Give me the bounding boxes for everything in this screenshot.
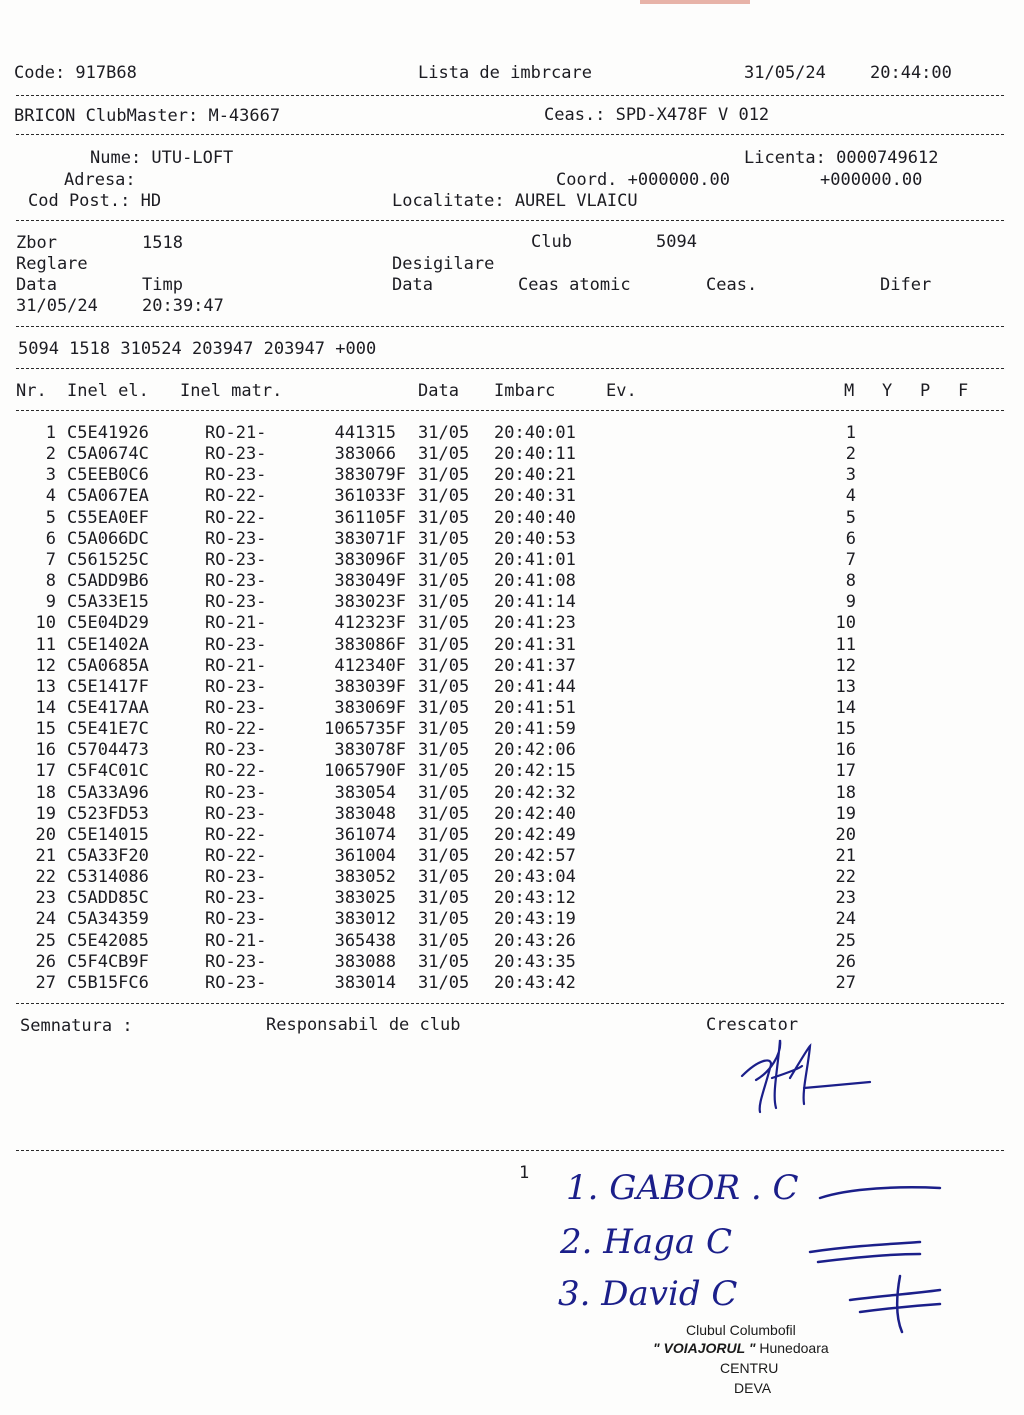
row-ring-number: 383023F [334,592,406,613]
row-ring-prefix: RO-23- [205,444,267,465]
row-date: 31/05 [418,824,470,845]
table-row [0,719,1024,740]
scan-edge-mark [640,0,750,4]
handwritten-name-3: 3. David C [558,1274,738,1314]
row-arrival-time: 20:41:44 [494,676,576,697]
row-date: 31/05 [418,761,470,782]
row-position: 21 [835,846,856,866]
license-number: Licenta: 0000749612 [744,148,939,168]
flight-summary: 5094 1518 310524 203947 203947 +000 [18,339,377,359]
flight-number: 1518 [142,233,183,253]
row-ring-number: 383079F [334,465,406,486]
unseal-label: Desigilare [392,254,495,274]
row-electronic-ring: C5ADD9B6 [67,571,149,592]
stamp-line-3: CENTRU [720,1360,779,1376]
divider [16,95,1004,96]
club-number: 5094 [656,232,697,252]
col-f: F [958,381,969,401]
row-arrival-time: 20:43:26 [494,930,576,951]
row-position: 12 [835,655,856,676]
row-position: 1 [845,423,856,443]
difference-label: Difer [880,275,932,295]
row-electronic-ring: C5314086 [67,867,149,888]
table-row [0,550,1024,571]
row-ring-prefix: RO-22- [205,761,267,782]
row-ring-prefix: RO-23- [205,803,267,824]
setting-date: 31/05/24 [16,296,98,316]
row-electronic-ring: C5F4C01C [67,761,149,782]
row-ring-number: 383048 [334,803,396,824]
table-row [0,529,1024,550]
table-row [0,867,1024,888]
stamp-line-2 [653,1340,829,1356]
atomic-clock-label: Ceas atomic [518,275,631,295]
row-ring-prefix: RO-23- [205,676,267,697]
row-arrival-time: 20:40:53 [494,528,576,549]
row-ring-prefix: RO-22- [205,846,267,866]
table-row [0,571,1024,592]
row-number: 25 [35,930,56,951]
row-number: 16 [35,740,56,761]
row-number: 15 [35,719,56,740]
row-ring-number: 383066 [334,444,396,465]
row-arrival-time: 20:43:42 [494,972,576,993]
table-row [0,888,1024,909]
stamp-line-1: Clubul Columbofil [686,1322,796,1338]
club-label: Club [531,232,572,252]
row-ring-prefix: RO-23- [205,528,267,549]
row-electronic-ring: C5B15FC6 [67,972,149,993]
row-position: 5 [845,507,856,528]
row-electronic-ring: C55EA0EF [67,507,149,528]
row-date: 31/05 [418,888,470,909]
row-ring-number: 361074 [334,824,396,845]
row-ring-number: 441315 [334,423,396,443]
row-ring-number: 383086F [334,634,406,655]
row-ring-number: 361033F [334,486,406,507]
row-arrival-time: 20:41:23 [494,613,576,634]
divider [16,134,1004,135]
row-arrival-time: 20:40:40 [494,507,576,528]
row-date: 31/05 [418,528,470,549]
row-electronic-ring: C5E417AA [67,697,149,718]
flight-label: Zbor [16,233,57,253]
row-arrival-time: 20:40:01 [494,423,576,443]
breeder-label: Crescator [706,1015,799,1035]
stamp-club-name: " VOIAJORUL " [653,1340,756,1356]
row-ring-prefix: RO-22- [205,824,267,845]
row-electronic-ring: C5EEB0C6 [67,465,149,486]
row-arrival-time: 20:40:31 [494,486,576,507]
row-position: 27 [835,972,856,993]
col-p: P [920,381,931,401]
owner-name: Nume: UTU-LOFT [90,148,234,168]
row-date: 31/05 [418,423,470,443]
row-ring-number: 412340F [334,655,406,676]
table-row [0,444,1024,465]
row-number: 22 [35,867,56,888]
club-responsible-label: Responsabil de club [266,1015,461,1035]
row-arrival-time: 20:41:59 [494,719,576,740]
row-position: 9 [845,592,856,613]
table-row [0,846,1024,867]
row-number: 27 [35,972,56,993]
clock-id: Ceas.: SPD-X478F V 012 [544,105,770,125]
row-number: 6 [45,528,56,549]
row-ring-number: 1065790F [324,761,406,782]
row-arrival-time: 20:43:12 [494,888,576,909]
table-row [0,698,1024,719]
row-number: 5 [45,507,56,528]
breeder-signature [730,1028,880,1118]
row-position: 11 [835,634,856,655]
row-number: 23 [35,888,56,909]
col-m: M [844,381,855,401]
row-position: 17 [835,761,856,782]
row-ring-prefix: RO-21- [205,613,267,634]
row-ring-prefix: RO-23- [205,549,267,570]
row-date: 31/05 [418,972,470,993]
row-arrival-time: 20:40:21 [494,465,576,486]
stamp-city: Hunedoara [755,1340,829,1356]
row-position: 22 [835,867,856,888]
row-ring-prefix: RO-23- [205,909,267,930]
row-ring-prefix: RO-23- [205,951,267,972]
row-position: 13 [835,676,856,697]
row-ring-prefix: RO-23- [205,782,267,803]
row-electronic-ring: C5E04D29 [67,613,149,634]
row-ring-number: 383049F [334,571,406,592]
divider [16,326,1004,327]
row-ring-number: 383014 [334,972,396,993]
divider [16,1150,1004,1151]
row-electronic-ring: C5A34359 [67,909,149,930]
date-label: Data [16,275,57,295]
page-number: 1 [519,1163,530,1183]
row-date: 31/05 [418,444,470,465]
row-date: 31/05 [418,846,470,866]
row-position: 18 [835,782,856,803]
table-row [0,909,1024,930]
row-position: 8 [845,571,856,592]
table-row [0,465,1024,486]
table-row [0,931,1024,952]
divider [16,1003,1004,1004]
row-ring-number: 383069F [334,697,406,718]
table-row [0,613,1024,634]
row-ring-number: 383012 [334,909,396,930]
row-date: 31/05 [418,676,470,697]
row-number: 4 [45,486,56,507]
table-row [0,825,1024,846]
row-position: 19 [835,803,856,824]
row-ring-prefix: RO-21- [205,930,267,951]
row-date: 31/05 [418,909,470,930]
row-ring-number: 383025 [334,888,396,909]
row-position: 20 [835,824,856,845]
row-electronic-ring: C5A0674C [67,444,149,465]
table-row [0,508,1024,529]
row-ring-number: 383054 [334,782,396,803]
row-number: 1 [45,423,56,443]
row-electronic-ring: C5F4CB9F [67,951,149,972]
row-electronic-ring: C5704473 [67,740,149,761]
coord-1: Coord. +000000.00 [556,170,730,190]
col-inel-el: Inel el. [67,381,149,401]
row-electronic-ring: C5A067EA [67,486,149,507]
row-ring-number: 383039F [334,676,406,697]
row-number: 20 [35,824,56,845]
row-electronic-ring: C5A33E15 [67,592,149,613]
row-number: 18 [35,782,56,803]
row-date: 31/05 [418,867,470,888]
row-ring-number: 383071F [334,528,406,549]
row-ring-number: 361004 [334,846,396,866]
row-number: 13 [35,676,56,697]
print-date: 31/05/24 [744,63,826,83]
row-ring-number: 365438 [334,930,396,951]
row-number: 19 [35,803,56,824]
row-date: 31/05 [418,465,470,486]
row-position: 4 [845,486,856,507]
address-label: Adresa: [64,170,136,190]
row-position: 16 [835,740,856,761]
row-electronic-ring: C5A066DC [67,528,149,549]
row-ring-prefix: RO-23- [205,740,267,761]
row-position: 14 [835,697,856,718]
row-arrival-time: 20:41:01 [494,549,576,570]
row-number: 8 [45,571,56,592]
table-row [0,783,1024,804]
print-time: 20:44:00 [870,63,952,83]
table-row [0,635,1024,656]
row-ring-number: 383088 [334,951,396,972]
col-ev: Ev. [606,381,637,401]
row-arrival-time: 20:40:11 [494,444,576,465]
row-electronic-ring: C5ADD85C [67,888,149,909]
row-ring-number: 1065735F [324,719,406,740]
row-electronic-ring: C5E1402A [67,634,149,655]
row-arrival-time: 20:41:51 [494,697,576,718]
table-row [0,804,1024,825]
row-position: 24 [835,909,856,930]
row-number: 26 [35,951,56,972]
row-ring-prefix: RO-22- [205,507,267,528]
col-inel-matr: Inel matr. [180,381,283,401]
row-electronic-ring: C5A33F20 [67,846,149,866]
code-label: Code: 917B68 [14,63,137,83]
row-ring-number: 383096F [334,549,406,570]
row-ring-prefix: RO-23- [205,888,267,909]
row-position: 25 [835,930,856,951]
table-row [0,677,1024,698]
row-ring-number: 383078F [334,740,406,761]
row-ring-number: 383052 [334,867,396,888]
row-number: 14 [35,697,56,718]
row-arrival-time: 20:43:35 [494,951,576,972]
row-arrival-time: 20:43:04 [494,867,576,888]
row-date: 31/05 [418,592,470,613]
col-nr: Nr. [16,381,47,401]
row-ring-prefix: RO-21- [205,423,267,443]
row-arrival-time: 20:41:14 [494,592,576,613]
row-date: 31/05 [418,655,470,676]
row-arrival-time: 20:42:06 [494,740,576,761]
time-label: Timp [142,275,183,295]
row-position: 3 [845,465,856,486]
table-row [0,592,1024,613]
row-date: 31/05 [418,486,470,507]
row-arrival-time: 20:43:19 [494,909,576,930]
row-electronic-ring: C5E1417F [67,676,149,697]
row-number: 7 [45,549,56,570]
divider [16,410,1004,411]
row-ring-prefix: RO-23- [205,972,267,993]
row-ring-prefix: RO-23- [205,465,267,486]
row-number: 17 [35,761,56,782]
row-ring-prefix: RO-23- [205,634,267,655]
row-date: 31/05 [418,507,470,528]
row-arrival-time: 20:42:32 [494,782,576,803]
row-electronic-ring: C5E42085 [67,930,149,951]
handwritten-name-1: 1. GABOR . C [566,1168,799,1208]
row-number: 3 [45,465,56,486]
row-date: 31/05 [418,740,470,761]
row-number: 2 [45,444,56,465]
row-position: 2 [845,444,856,465]
row-ring-prefix: RO-22- [205,486,267,507]
row-number: 10 [35,613,56,634]
stamp-line-4: DEVA [734,1380,772,1396]
table-row [0,486,1024,507]
table-row [0,952,1024,973]
row-position: 7 [845,549,856,570]
row-date: 31/05 [418,549,470,570]
col-data: Data [418,381,459,401]
row-date: 31/05 [418,613,470,634]
clock-label: Ceas. [706,275,758,295]
row-date: 31/05 [418,697,470,718]
row-electronic-ring: C5A33A96 [67,782,149,803]
table-row [0,423,1024,444]
row-date: 31/05 [418,951,470,972]
row-position: 15 [835,719,856,740]
locality: Localitate: AUREL VLAICU [392,191,638,211]
row-ring-number: 412323F [334,613,406,634]
row-number: 11 [35,634,56,655]
row-position: 23 [835,888,856,909]
page-title: Lista de imbrcare [418,63,592,83]
coord-2: +000000.00 [820,170,923,190]
row-ring-prefix: RO-23- [205,867,267,888]
row-electronic-ring: C5A0685A [67,655,149,676]
row-date: 31/05 [418,634,470,655]
row-number: 21 [35,846,56,866]
row-electronic-ring: C5E41926 [67,423,149,443]
divider [16,368,1004,369]
postal-code: Cod Post.: HD [28,191,162,211]
row-arrival-time: 20:42:57 [494,846,576,866]
setting-label: Reglare [16,254,88,274]
row-position: 26 [835,951,856,972]
row-arrival-time: 20:41:37 [494,655,576,676]
table-row [0,656,1024,677]
table-row [0,973,1024,994]
col-y: Y [882,381,893,401]
row-electronic-ring: C5E14015 [67,824,149,845]
row-date: 31/05 [418,782,470,803]
row-ring-prefix: RO-23- [205,697,267,718]
table-row [0,740,1024,761]
col-imbarc: Imbarc [494,381,556,401]
row-electronic-ring: C5E41E7C [67,719,149,740]
handwritten-name-2: 2. Haga C [560,1222,733,1262]
handwritten-strokes [790,1168,960,1338]
row-number: 12 [35,655,56,676]
setting-time: 20:39:47 [142,296,224,316]
divider [16,220,1004,221]
row-ring-number: 361105F [334,507,406,528]
row-date: 31/05 [418,930,470,951]
row-electronic-ring: C561525C [67,549,149,570]
row-position: 6 [845,528,856,549]
row-ring-prefix: RO-23- [205,571,267,592]
row-date: 31/05 [418,719,470,740]
row-number: 24 [35,909,56,930]
row-date: 31/05 [418,803,470,824]
row-ring-prefix: RO-22- [205,719,267,740]
row-arrival-time: 20:42:49 [494,824,576,845]
row-date: 31/05 [418,571,470,592]
row-ring-prefix: RO-23- [205,592,267,613]
row-arrival-time: 20:42:40 [494,803,576,824]
row-ring-prefix: RO-21- [205,655,267,676]
row-arrival-time: 20:42:15 [494,761,576,782]
row-arrival-time: 20:41:08 [494,571,576,592]
row-electronic-ring: C523FD53 [67,803,149,824]
row-position: 10 [835,613,856,634]
row-arrival-time: 20:41:31 [494,634,576,655]
table-row [0,761,1024,782]
unseal-date-label: Data [392,275,433,295]
signature-label: Semnatura : [20,1016,133,1036]
clubmaster-id: BRICON ClubMaster: M-43667 [14,106,281,126]
row-number: 9 [45,592,56,613]
